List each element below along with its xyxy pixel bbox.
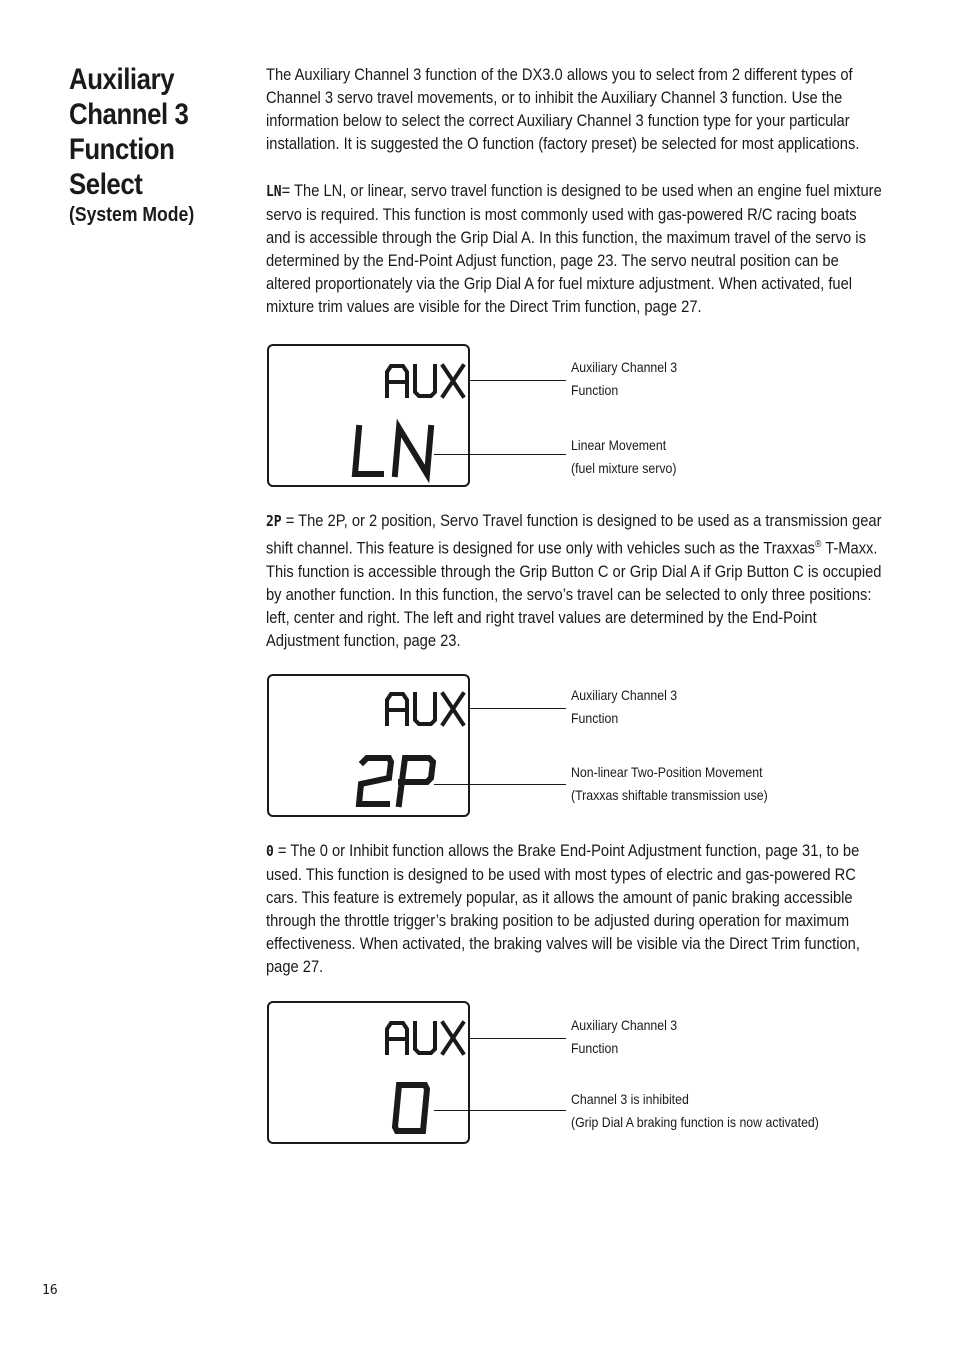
- callout-0-top-line1: Auxiliary Channel 3: [571, 1017, 678, 1033]
- 2p-text-after: T-Maxx. This function is accessible through the Grip Button C or Grip Dial A if Grip Button C is occupied by another function. In this function, the servo’s travel can be selected to only three positions: left, center and right. The left and right travel values are determined by the End-Point Adjustment function, page 23.: [266, 538, 882, 650]
- leader-line-ln-top: [470, 380, 566, 381]
- intro-text: The Auxiliary Channel 3 function of the DX3.0 allows you to select from 2 different types of Channel 3 servo travel movements, or to inhibit the Auxiliary Channel 3 function. Use the information below to select the correct Auxiliary Channel 3 function type for your particular installation. It is suggested the O function (factory preset) be selected for most applications.: [266, 65, 860, 153]
- ln-paragraph: [266, 179, 882, 318]
- lcd-top-aux: [387, 694, 463, 724]
- callout-0-bottom-line2: (Grip Dial A braking function is now activated): [571, 1114, 819, 1130]
- callout-0-top-line2: Function: [571, 1040, 619, 1056]
- 0-code: 0: [266, 842, 274, 860]
- intro-paragraph: [266, 63, 882, 155]
- ln-text: = The LN, or linear, servo travel function is designed to be used when an engine fuel mixture servo is required. This function is most commonly used with gas-powered R/C racing boats and is accessible through the Grip Dial A. In this function, the maximum travel of the servo is determined by the End-Point Adjust function, page 23. The servo neutral position can be altered proportionately via the Grip Dial A for fuel mixture adjustment. When activated, fuel mixture trim values are visible for the Direct Trim function, page 27.: [266, 181, 882, 316]
- title-line-2: Channel 3: [69, 98, 189, 131]
- page-number: 16: [42, 1283, 58, 1298]
- lcd-digits-2p: [269, 676, 472, 819]
- lcd-bottom-0: [395, 1085, 427, 1131]
- leader-line-2p-top: [470, 708, 566, 709]
- title-line-1: Auxiliary: [69, 63, 175, 96]
- lcd-top-aux: [387, 366, 463, 396]
- callout-ln-top: [571, 356, 677, 402]
- lcd-display-ln: [267, 344, 470, 487]
- lcd-digits-0: [269, 1003, 472, 1146]
- callout-2p-bottom-line2: (Traxxas shiftable transmission use): [571, 787, 768, 803]
- page-subtitle: (System Mode): [69, 204, 195, 226]
- title-line-4: Select: [69, 168, 143, 201]
- page-title: [69, 62, 224, 202]
- callout-0-bottom-line1: Channel 3 is inhibited: [571, 1091, 689, 1107]
- lcd-digits-ln: [269, 346, 472, 489]
- lcd-display-2p: [267, 674, 470, 817]
- callout-2p-top: [571, 684, 677, 730]
- leader-line-0-bottom: [434, 1110, 566, 1111]
- title-line-3: Function: [69, 133, 175, 166]
- 2p-text-before: = The 2P, or 2 position, Servo Travel function is designed to be used as a transmission gear shift channel. This feature is designed for use only with vehicles such as the Traxxas: [266, 511, 882, 558]
- leader-line-0-top: [470, 1038, 566, 1039]
- callout-ln-bottom-line1: Linear Movement: [571, 437, 667, 453]
- lcd-bottom-2p: [359, 758, 433, 804]
- callout-ln-bottom-line2: (fuel mixture servo): [571, 460, 677, 476]
- lcd-display-0: [267, 1001, 470, 1144]
- 2p-paragraph: [266, 509, 882, 652]
- callout-2p-bottom: [571, 761, 768, 807]
- callout-ln-bottom: [571, 434, 676, 480]
- callout-0-bottom: [571, 1088, 819, 1134]
- lcd-bottom-ln: [355, 428, 431, 474]
- leader-line-2p-bottom: [434, 784, 566, 785]
- callout-2p-top-line2: Function: [571, 710, 619, 726]
- registered-mark: ®: [815, 539, 822, 550]
- 0-paragraph: [266, 839, 882, 978]
- ln-code: LN: [266, 182, 282, 200]
- 2p-code: 2P: [266, 512, 282, 530]
- 0-text: = The 0 or Inhibit function allows the Brake End-Point Adjustment function, page 31, to be used. This function is designed to be used with most types of electric and gas-powered RC cars. This feature is extremely popular, as it allows the amount of panic braking accessible through the throttle trigger’s braking position to be adjusted during operation for maximum effectiveness. When activated, the braking valves will be visible via the Direct Trim function, page 27.: [266, 841, 860, 976]
- leader-line-ln-bottom: [434, 454, 566, 455]
- callout-2p-top-line1: Auxiliary Channel 3: [571, 687, 678, 703]
- callout-ln-top-line2: Function: [571, 382, 619, 398]
- callout-ln-top-line1: Auxiliary Channel 3: [571, 359, 678, 375]
- lcd-top-aux: [387, 1023, 463, 1053]
- callout-0-top: [571, 1014, 677, 1060]
- callout-2p-bottom-line1: Non-linear Two-Position Movement: [571, 764, 763, 780]
